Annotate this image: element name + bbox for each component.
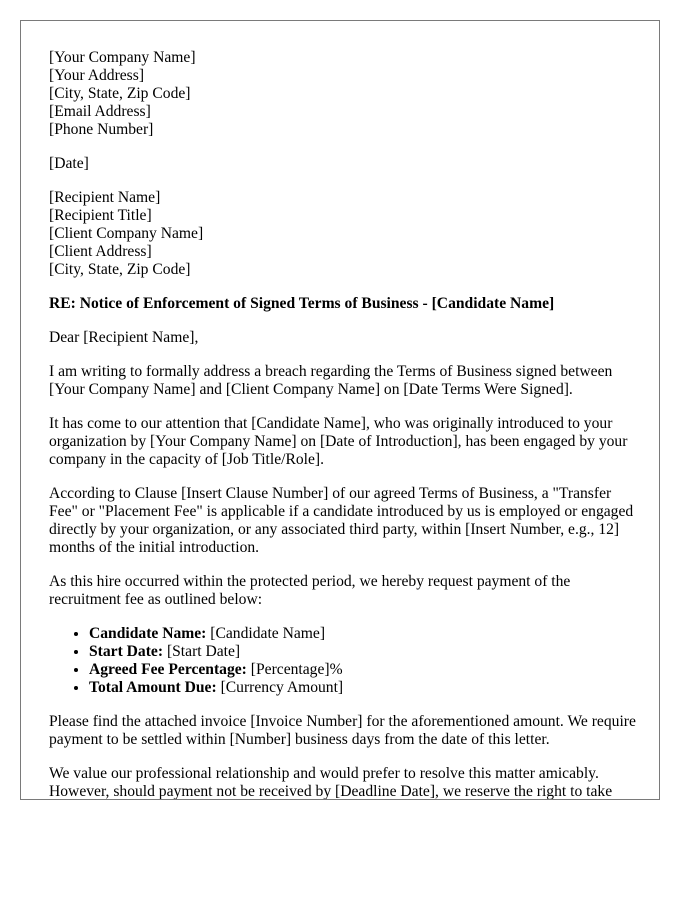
paragraph-introduction: It has come to our attention that [Candidate Name], who was originally introduced to your organization by [Your Company Name] on [Date of Introduction], has been engaged by your company in the capacity of [Job Title/Role]. <box>49 415 628 468</box>
fee-item-value: [Currency Amount] <box>216 679 344 696</box>
date-block <box>49 155 639 173</box>
letter-content <box>49 49 639 800</box>
recipient-address: [Client Address] <box>49 243 152 260</box>
list-item <box>89 661 639 679</box>
letter-page <box>20 20 660 800</box>
recipient-city: [City, State, Zip Code] <box>49 261 191 278</box>
paragraph-relationship: We value our professional relationship and would prefer to resolve this matter amicably. However, should payment not be received by [Deadline Date], we reserve the right to take <box>49 765 613 800</box>
recipient-block <box>49 189 639 279</box>
fee-details-list <box>49 625 639 697</box>
list-item <box>89 643 639 661</box>
paragraph-invoice: Please find the attached invoice [Invoice Number] for the aforementioned amount. We require payment to be settled within [Number] business days from the date of this letter. <box>49 713 636 748</box>
paragraph-clause: According to Clause [Insert Clause Number] of our agreed Terms of Business, a "Transfer Fee" or "Placement Fee" is applicable if a candidate introduced by us is employed or engaged directly by your organization, or any associated third party, within [Insert Number, e.g., 12] months of the initial introduction. <box>49 485 634 556</box>
fee-item-label: Start Date: <box>89 643 164 660</box>
fee-item-label: Total Amount Due: <box>89 679 217 696</box>
recipient-title: [Recipient Title] <box>49 207 152 224</box>
sender-email: [Email Address] <box>49 103 151 120</box>
recipient-name: [Recipient Name] <box>49 189 161 206</box>
fee-item-value: [Candidate Name] <box>206 625 326 642</box>
letter-date: [Date] <box>49 155 89 172</box>
paragraph-breach: I am writing to formally address a breach regarding the Terms of Business signed between [Your Company Name] and [Client Company Name] on [Date Terms Were Signed]. <box>49 363 613 398</box>
salutation: Dear [Recipient Name], <box>49 329 199 346</box>
recipient-company: [Client Company Name] <box>49 225 204 242</box>
sender-company: [Your Company Name] <box>49 49 196 66</box>
sender-block <box>49 49 639 139</box>
subject-line: RE: Notice of Enforcement of Signed Terms of Business - [Candidate Name] <box>49 295 555 312</box>
fee-item-value: [Start Date] <box>163 643 241 660</box>
list-item <box>89 679 639 697</box>
sender-phone: [Phone Number] <box>49 121 154 138</box>
sender-city: [City, State, Zip Code] <box>49 85 191 102</box>
sender-address: [Your Address] <box>49 67 145 84</box>
fee-item-value: [Percentage]% <box>246 661 343 678</box>
fee-item-label: Candidate Name: <box>89 625 207 642</box>
list-item <box>89 625 639 643</box>
fee-item-label: Agreed Fee Percentage: <box>89 661 247 678</box>
paragraph-payment-request: As this hire occurred within the protected period, we hereby request payment of the recruitment fee as outlined below: <box>49 573 571 608</box>
